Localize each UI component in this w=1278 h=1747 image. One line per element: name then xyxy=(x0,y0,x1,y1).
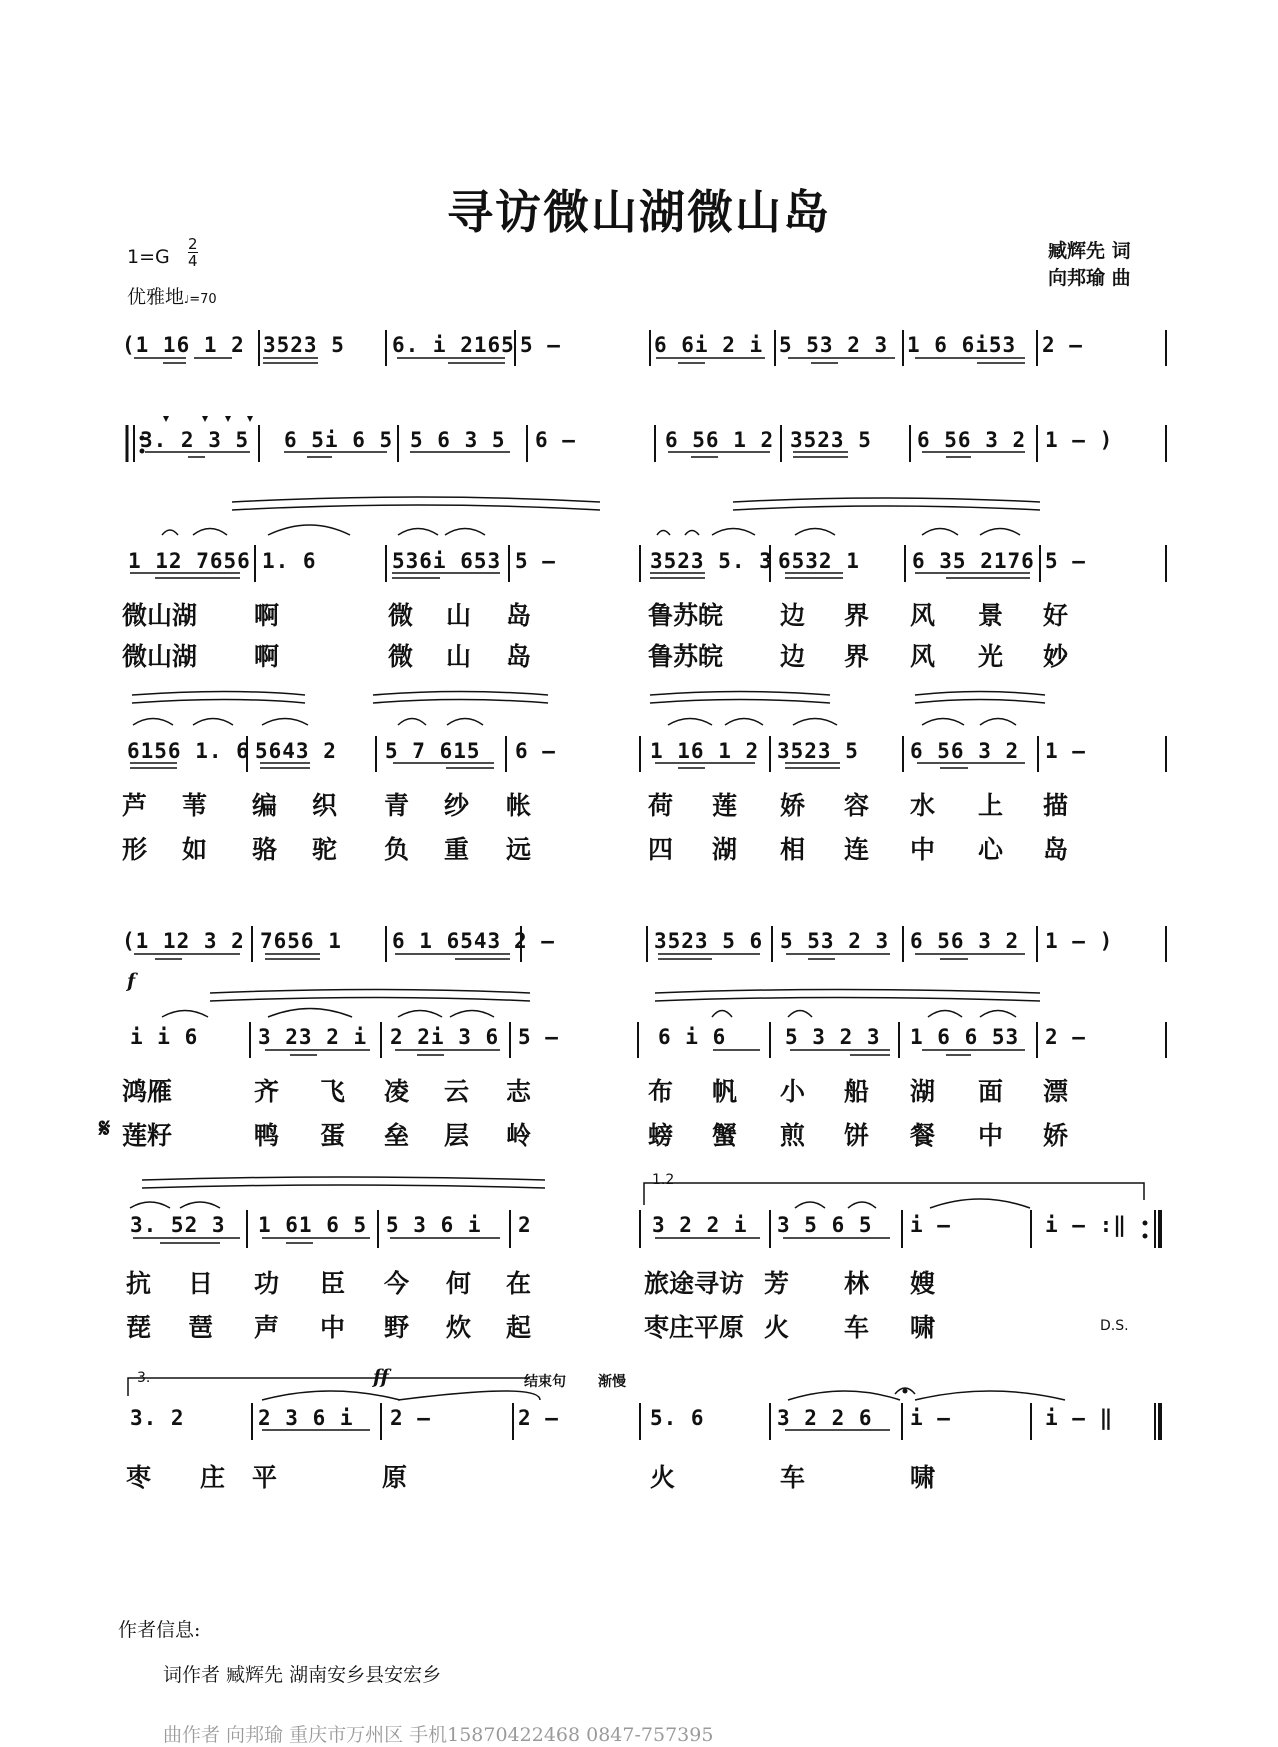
lyric-syllable: 岛 xyxy=(1043,835,1069,864)
lyric-syllable: 帐 xyxy=(506,791,532,820)
measure-notes: 5643 2 xyxy=(255,739,337,763)
measure-notes: 1 – ) xyxy=(1045,428,1114,452)
lyric-syllable: 云 xyxy=(444,1077,470,1106)
lyric-syllable: 火 xyxy=(650,1463,676,1492)
lyric-syllable: 界 xyxy=(844,642,870,671)
lyric-syllable: 枣庄平原 xyxy=(644,1313,745,1342)
lyric-syllable: 蛋 xyxy=(320,1121,346,1150)
measure-notes: 7656 1 xyxy=(260,929,342,953)
measure-notes: 2 – xyxy=(514,929,555,953)
lyric-syllable: 志 xyxy=(506,1077,532,1106)
lyric-syllable: 煎 xyxy=(780,1121,806,1150)
dynamic-forte: f xyxy=(127,970,136,992)
lyric-syllable: 心 xyxy=(978,835,1004,864)
lyric-syllable: 旅途寻访 xyxy=(644,1269,745,1298)
lyric-syllable: 船 xyxy=(844,1077,870,1106)
measure-notes: 5. 6 xyxy=(650,1406,705,1430)
lyric-syllable: 鸿雁 xyxy=(122,1077,173,1106)
lyric-syllable: 风 xyxy=(910,601,936,630)
lyric-syllable: 啊 xyxy=(254,642,280,671)
lyric-syllable: 娇 xyxy=(1043,1121,1069,1150)
measure-notes: (1 12 3 2 xyxy=(122,929,245,953)
ritardando-label: 渐慢 xyxy=(598,1374,626,1390)
composer-credit: 向邦瑜 曲 xyxy=(1048,267,1131,289)
lyric-syllable: 垒 xyxy=(384,1121,410,1150)
lyric-syllable: 中 xyxy=(910,835,936,864)
ending-phrase-label: 结束句 xyxy=(524,1374,566,1390)
lyric-syllable: 抗 xyxy=(126,1269,152,1298)
lyric-syllable: 鲁苏皖 xyxy=(648,601,724,630)
lyric-syllable: 啸 xyxy=(910,1313,936,1342)
measure-notes: 6 5i 6 5 xyxy=(284,428,394,452)
measure-notes: 3. 2 3 5 xyxy=(140,428,250,452)
measure-notes: 3 2 2 6 xyxy=(777,1406,873,1430)
lyric-syllable: 小 xyxy=(780,1077,806,1106)
measure-notes: 2 – xyxy=(1045,1025,1086,1049)
lyric-syllable: 山 xyxy=(446,642,472,671)
measure-notes: 2 – xyxy=(390,1406,431,1430)
lyric-syllable: 水 xyxy=(910,791,936,820)
lyric-syllable: 林 xyxy=(844,1269,870,1298)
author-info-line1: 词作者 臧辉先 湖南安乡县安宏乡 xyxy=(163,1664,442,1686)
measure-notes: 5 3 6 i xyxy=(386,1213,482,1237)
lyric-syllable: 好 xyxy=(1043,601,1069,630)
measure-notes: 1 6 6 53 xyxy=(910,1025,1020,1049)
lyric-syllable: 形 xyxy=(122,835,148,864)
lyric-syllable: 微 xyxy=(388,642,414,671)
lyric-syllable: 蟹 xyxy=(712,1121,738,1150)
lyric-syllable: 在 xyxy=(506,1269,532,1298)
lyric-syllable: 面 xyxy=(978,1077,1004,1106)
measure-notes: 2 – xyxy=(1042,333,1083,357)
lyric-syllable: 野 xyxy=(384,1313,410,1342)
lyric-syllable: 漂 xyxy=(1043,1077,1069,1106)
measure-notes: 6 6i 2 i xyxy=(654,333,764,357)
volta-1-2-label: 1.2 xyxy=(652,1172,675,1188)
measure-notes: 3523 5. 3 xyxy=(650,549,773,573)
lyric-syllable: 鸭 xyxy=(254,1121,280,1150)
measure-notes: 6 – xyxy=(515,739,556,763)
measure-notes: 3. 2 xyxy=(130,1406,185,1430)
lyric-syllable: 起 xyxy=(506,1313,532,1342)
lyric-syllable: 啸 xyxy=(910,1463,936,1492)
measure-notes: 6 1 6543 xyxy=(392,929,502,953)
measure-notes: 5 – xyxy=(1045,549,1086,573)
measure-notes: 5 6 3 5 xyxy=(410,428,506,452)
measure-notes: 6 – xyxy=(535,428,576,452)
lyric-syllable: 功 xyxy=(254,1269,280,1298)
measure-notes: 6156 1. 6 xyxy=(127,739,250,763)
lyric-syllable: 车 xyxy=(844,1313,870,1342)
key-signature: 1=G xyxy=(127,246,170,268)
lyric-syllable: 苇 xyxy=(182,791,208,820)
lyric-syllable: 鲁苏皖 xyxy=(648,642,724,671)
lyric-syllable: 中 xyxy=(978,1121,1004,1150)
measure-notes: 1 – ) xyxy=(1045,929,1114,953)
lyric-syllable: 光 xyxy=(978,642,1004,671)
lyric-syllable: 啊 xyxy=(254,601,280,630)
lyric-syllable: 山 xyxy=(446,601,472,630)
lyric-syllable: 娇 xyxy=(780,791,806,820)
lyric-syllable: 何 xyxy=(446,1269,472,1298)
lyric-syllable: 庄 xyxy=(200,1463,226,1492)
tempo-marking: 优雅地♩=70 xyxy=(127,286,217,308)
lyric-syllable: 餐 xyxy=(910,1121,936,1150)
lyric-syllable: 四 xyxy=(648,835,674,864)
lyric-syllable: 纱 xyxy=(444,791,470,820)
lyric-syllable: 日 xyxy=(188,1269,214,1298)
measure-notes: 3 5 6 5 xyxy=(777,1213,873,1237)
lyric-syllable: 微山湖 xyxy=(122,642,198,671)
measure-notes: i – ‖ xyxy=(1045,1406,1114,1430)
lyric-syllable: 火 xyxy=(764,1313,790,1342)
lyric-syllable: 声 xyxy=(254,1313,280,1342)
time-signature-top: 2 xyxy=(188,235,198,253)
measure-notes: 1 16 1 2 xyxy=(650,739,760,763)
measure-notes: 5 53 2 3 xyxy=(779,333,889,357)
measure-notes: 3523 5 xyxy=(777,739,859,763)
lyric-syllable: 车 xyxy=(780,1463,806,1492)
lyric-syllable: 炊 xyxy=(446,1313,472,1342)
measure-notes: 5 – xyxy=(520,333,561,357)
measure-notes: 2 3 6 i xyxy=(258,1406,354,1430)
lyric-syllable: 微 xyxy=(388,601,414,630)
lyric-syllable: 枣 xyxy=(126,1463,152,1492)
measure-notes: 3 23 2 i xyxy=(258,1025,368,1049)
measure-notes: 3523 5 xyxy=(790,428,872,452)
lyric-syllable: 远 xyxy=(506,835,532,864)
lyric-syllable: 原 xyxy=(382,1463,408,1492)
measure-notes: 5 – xyxy=(515,549,556,573)
lyric-syllable: 莲籽 xyxy=(122,1121,173,1150)
measure-notes: 6 35 2176 xyxy=(912,549,1035,573)
measure-notes: 3523 5 xyxy=(263,333,345,357)
measure-notes: 5 7 615 xyxy=(385,739,481,763)
measure-notes: 1 12 7656 xyxy=(128,549,251,573)
segno-sign: 𝄋 xyxy=(99,1114,111,1144)
measure-notes: 1 – xyxy=(1045,739,1086,763)
measure-notes: 6 56 1 2 xyxy=(665,428,775,452)
measure-notes: 6 i 6 xyxy=(658,1025,727,1049)
lyric-syllable: 布 xyxy=(648,1077,674,1106)
lyric-syllable: 织 xyxy=(312,791,338,820)
lyric-syllable: 妙 xyxy=(1043,642,1069,671)
lyric-syllable: 青 xyxy=(384,791,410,820)
measure-notes: 3 2 2 i xyxy=(652,1213,748,1237)
lyric-syllable: 平 xyxy=(252,1463,278,1492)
measure-notes: 1. 6 xyxy=(262,549,317,573)
author-info-line2: 曲作者 向邦瑜 重庆市万州区 手机15870422468 0847-757395 xyxy=(163,1724,714,1746)
measure-notes: 6 56 3 2 xyxy=(917,428,1027,452)
measure-notes: i – xyxy=(910,1213,951,1237)
lyric-syllable: 负 xyxy=(384,835,410,864)
lyric-syllable: 层 xyxy=(444,1121,470,1150)
author-info-label: 作者信息: xyxy=(118,1619,201,1641)
lyric-syllable: 微山湖 xyxy=(122,601,198,630)
measure-notes: 3. 52 3 xyxy=(130,1213,226,1237)
lyric-syllable: 荷 xyxy=(648,791,674,820)
measure-notes: 6. i 2165 xyxy=(392,333,515,357)
da-segno-label: D.S. xyxy=(1100,1318,1129,1334)
lyric-syllable: 琵 xyxy=(126,1313,152,1342)
lyricist-credit: 臧辉先 词 xyxy=(1048,240,1131,262)
lyric-syllable: 界 xyxy=(844,601,870,630)
lyric-syllable: 帆 xyxy=(712,1077,738,1106)
lyric-syllable: 飞 xyxy=(320,1077,346,1106)
lyric-syllable: 齐 xyxy=(254,1077,280,1106)
tempo-text: 优雅地 xyxy=(127,286,185,308)
lyric-syllable: 上 xyxy=(978,791,1004,820)
measure-notes: 5 – xyxy=(518,1025,559,1049)
lyric-syllable: 芦 xyxy=(122,791,148,820)
measure-notes: i – xyxy=(910,1406,951,1430)
measure-notes: i i 6 xyxy=(130,1025,199,1049)
lyric-syllable: 风 xyxy=(910,642,936,671)
measure-notes: 1 61 6 5 xyxy=(258,1213,368,1237)
song-title: 寻访微山湖微山岛 xyxy=(447,185,831,239)
measure-notes: 5 53 2 3 xyxy=(780,929,890,953)
measure-notes: 3523 5 6 xyxy=(654,929,764,953)
lyric-syllable: 臣 xyxy=(320,1269,346,1298)
measure-notes: 1 6 6i53 xyxy=(907,333,1017,357)
measure-notes: 2 2i 3 6 xyxy=(390,1025,500,1049)
measure-notes: 5 3 2 3 xyxy=(785,1025,881,1049)
tempo-bpm: =70 xyxy=(189,292,217,307)
lyric-syllable: 边 xyxy=(780,601,806,630)
lyric-syllable: 容 xyxy=(844,791,870,820)
lyric-syllable: 饼 xyxy=(844,1121,870,1150)
lyric-syllable: 莲 xyxy=(712,791,738,820)
lyric-syllable: 如 xyxy=(182,835,208,864)
measure-notes: 536i 653 xyxy=(392,549,502,573)
lyric-syllable: 骆 xyxy=(252,835,278,864)
measure-notes: (1 16 1 2 xyxy=(122,333,245,357)
lyric-syllable: 岛 xyxy=(506,601,532,630)
lyric-syllable: 边 xyxy=(780,642,806,671)
lyric-syllable: 凌 xyxy=(384,1077,410,1106)
lyric-syllable: 中 xyxy=(320,1313,346,1342)
lyric-syllable: 连 xyxy=(844,835,870,864)
time-signature-bottom: 4 xyxy=(188,252,198,270)
lyric-syllable: 芳 xyxy=(764,1269,790,1298)
lyric-syllable: 相 xyxy=(780,835,806,864)
lyric-syllable: 岭 xyxy=(506,1121,532,1150)
lyric-syllable: 描 xyxy=(1043,791,1069,820)
lyric-syllable: 琶 xyxy=(188,1313,214,1342)
lyric-syllable: 重 xyxy=(444,835,470,864)
lyric-syllable: 湖 xyxy=(712,835,738,864)
lyric-syllable: 岛 xyxy=(506,642,532,671)
lyric-syllable: 编 xyxy=(252,791,278,820)
measure-notes: i – :‖ xyxy=(1045,1213,1127,1237)
lyric-syllable: 嫂 xyxy=(910,1269,936,1298)
lyric-syllable: 景 xyxy=(978,601,1004,630)
measure-notes: 2 xyxy=(518,1213,532,1237)
lyric-syllable: 今 xyxy=(384,1269,410,1298)
lyric-syllable: 湖 xyxy=(910,1077,936,1106)
lyric-syllable: 螃 xyxy=(648,1121,674,1150)
measure-notes: 6 56 3 2 xyxy=(910,929,1020,953)
measure-notes: 2 – xyxy=(518,1406,559,1430)
lyric-syllable: 驼 xyxy=(312,835,338,864)
measure-notes: 6532 1 xyxy=(778,549,860,573)
dynamic-fortissimo: ff xyxy=(373,1366,389,1388)
volta-3-label: 3. xyxy=(137,1370,151,1386)
measure-notes: 6 56 3 2 xyxy=(910,739,1020,763)
